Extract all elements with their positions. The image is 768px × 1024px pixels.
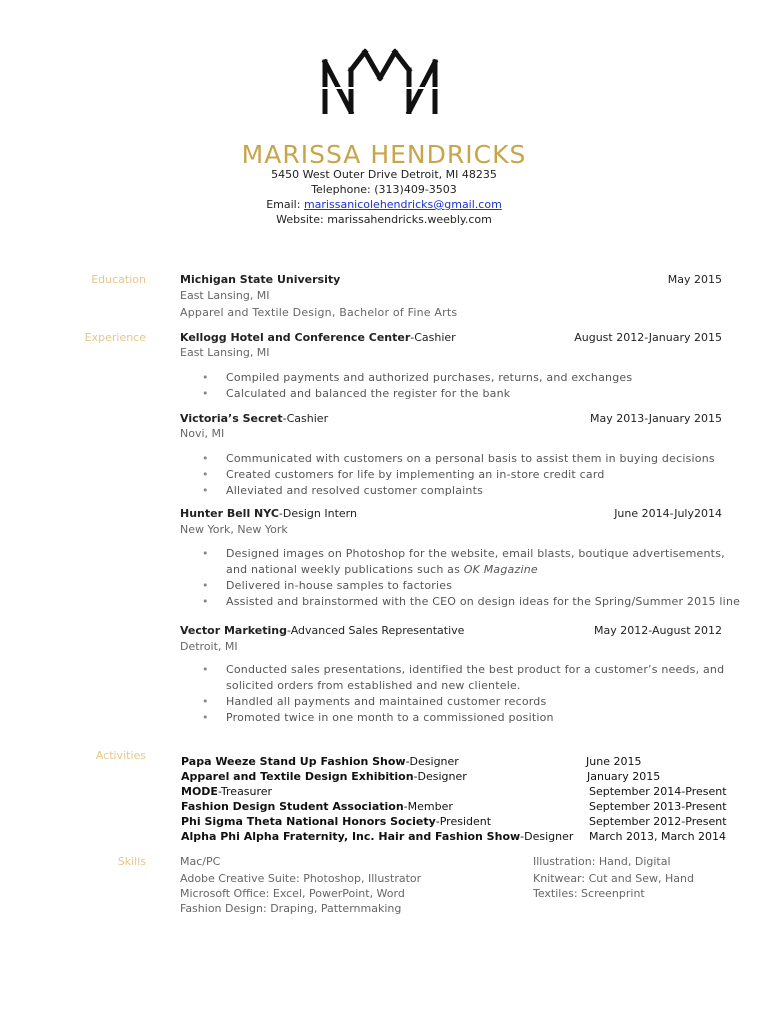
bullet-item: • Promoted twice in one month to a commissioned position (202, 710, 742, 726)
section-label-skills: Skills (117, 855, 146, 868)
bullet-item: • Created customers for life by implementing an in-store credit card (202, 467, 742, 483)
job-org: Victoria’s Secret (180, 412, 283, 425)
bullet-item: • Compiled payments and authorized purchases, returns, and exchanges (202, 370, 722, 386)
job-org: Vector Marketing (180, 624, 287, 637)
bullet-item: • Alleviated and resolved customer complaints (202, 483, 742, 499)
education-date: May 2015 (667, 273, 722, 286)
job-location: Detroit, MI (180, 640, 238, 653)
activity-item (181, 815, 491, 828)
skill-item: Knitwear: Cut and Sew, Hand (533, 872, 694, 885)
job-bullets (202, 370, 722, 402)
activity-role: -Treasurer (217, 785, 273, 798)
job-title-line (180, 412, 328, 425)
activity-item (181, 785, 272, 798)
skill-item: Adobe Creative Suite: Photoshop, Illustrator (180, 872, 422, 885)
bullet-item: • Calculated and balanced the register for the bank (202, 386, 722, 402)
job-org: Kellogg Hotel and Conference Center (180, 331, 411, 344)
job-title-line (180, 624, 464, 637)
activity-item (181, 800, 453, 813)
job-role: -Cashier (282, 412, 329, 425)
education-school: Michigan State University (180, 273, 341, 286)
bullet-item (202, 662, 742, 694)
skill-item: Fashion Design: Draping, Patternmaking (180, 902, 402, 915)
job-role: -Design Intern (278, 507, 357, 520)
activity-name: MODE (181, 785, 218, 798)
activity-name: Apparel and Textile Design Exhibition (181, 770, 414, 783)
email-label: Email: (266, 198, 304, 211)
activity-item (181, 755, 459, 768)
job-location: East Lansing, MI (180, 346, 270, 359)
email-link[interactable]: marissanicolehendricks@gmail.com (303, 198, 502, 211)
job-date: May 2012-August 2012 (594, 624, 722, 637)
activity-role: -Designer (413, 770, 467, 783)
education-location: East Lansing, MI (180, 289, 270, 302)
bullet-item: • Communicated with customers on a personal basis to assist them in buying decisions (202, 451, 742, 467)
bullet-text: Designed images on Photoshop for the website, email blasts, boutique advertisements, (226, 547, 725, 560)
address: 5450 West Outer Drive Detroit, MI 48235 (271, 168, 497, 181)
section-label-activities: Activities (95, 749, 146, 762)
section-label-experience: Experience (84, 331, 146, 344)
activity-date: January 2015 (587, 770, 661, 783)
contact-block (0, 167, 768, 227)
activity-item (181, 770, 467, 783)
activity-name: Fashion Design Student Association (181, 800, 404, 813)
skill-item: Illustration: Hand, Digital (533, 855, 671, 868)
skill-item: Mac/PC (180, 855, 221, 868)
education-degree: Apparel and Textile Design, Bachelor of Fine Arts (180, 306, 458, 319)
activity-name: Alpha Phi Alpha Fraternity, Inc. Hair and Fashion Show (181, 830, 521, 843)
telephone: Telephone: (313)409-3503 (311, 183, 457, 196)
job-role: -Cashier (410, 331, 456, 344)
activity-role: -Member (403, 800, 453, 813)
skill-item: Textiles: Screenprint (533, 887, 645, 900)
activity-name: Phi Sigma Theta National Honors Society (181, 815, 436, 828)
skill-item: Microsoft Office: Excel, PowerPoint, Word (180, 887, 405, 900)
resume-name: MARISSA HENDRICKS (241, 140, 527, 169)
job-org: Hunter Bell NYC (180, 507, 279, 520)
activity-role: -President (435, 815, 492, 828)
job-bullets (202, 662, 742, 726)
bullet-item (202, 546, 742, 578)
job-location: Novi, MI (180, 427, 225, 440)
activity-name: Papa Weeze Stand Up Fashion Show (181, 755, 406, 768)
activity-role: -Designer (405, 755, 459, 768)
bullet-item: • Handled all payments and maintained customer records (202, 694, 742, 710)
activity-item (181, 830, 573, 843)
magazine-title: OK Magazine (463, 563, 538, 576)
job-title-line (180, 507, 357, 520)
activity-role: -Designer (520, 830, 574, 843)
job-date: June 2014-July2014 (614, 507, 722, 520)
job-bullets (202, 546, 742, 610)
activity-date: September 2012-Present (589, 815, 727, 828)
bullet-text-line2: solicited orders from established and new clientele. (226, 679, 521, 692)
activity-date: September 2014-Present (589, 785, 727, 798)
email-line (0, 197, 768, 212)
job-date: August 2012-January 2015 (574, 331, 722, 344)
activity-date: September 2013-Present (589, 800, 727, 813)
website: Website: marissahendricks.weebly.com (276, 213, 492, 226)
section-label-education: Education (91, 273, 146, 286)
job-location: New York, New York (180, 523, 288, 536)
bullet-item: • Assisted and brainstormed with the CEO on design ideas for the Spring/Summer 2015 line (202, 594, 742, 610)
job-title-line (180, 331, 456, 344)
job-role: -Advanced Sales Representative (286, 624, 465, 637)
monogram-logo (321, 48, 439, 114)
activity-date: June 2015 (586, 755, 642, 768)
bullet-item: • Delivered in-house samples to factories (202, 578, 742, 594)
bullet-text-line2: and national weekly publications such as (226, 563, 464, 576)
bullet-text: Conducted sales presentations, identified the best product for a customer’s needs, and (226, 663, 725, 676)
job-date: May 2013-January 2015 (589, 412, 722, 425)
activity-date: March 2013, March 2014 (589, 830, 727, 843)
job-bullets (202, 451, 742, 499)
